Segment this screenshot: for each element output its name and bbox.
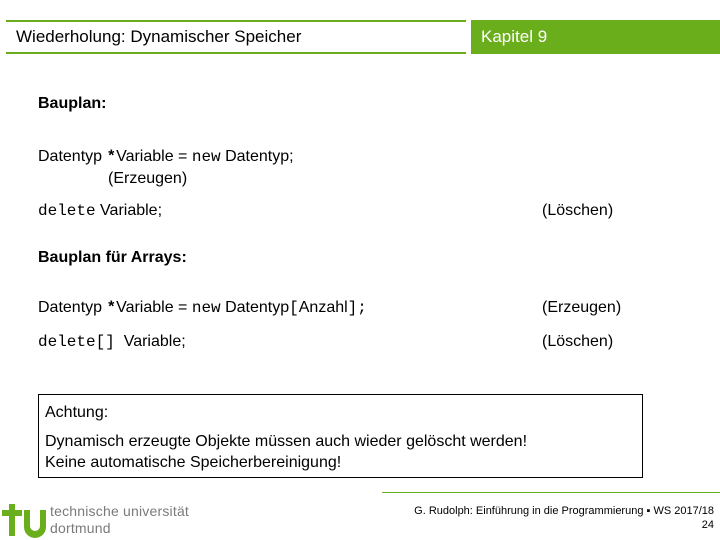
arrays-delete-line	[38, 333, 186, 351]
warning-box	[38, 394, 643, 478]
footer-divider	[382, 492, 720, 493]
university-name	[50, 503, 189, 537]
new-keyword: new	[191, 299, 221, 317]
count-text: Anzahl	[298, 299, 348, 316]
slide-title: Wiederholung: Dynamischer Speicher	[6, 20, 466, 54]
warning-line-2: Keine automatische Speicherbereinigung!	[45, 454, 342, 471]
university-line-1: technische universität	[50, 503, 190, 519]
variable-text: Variable =	[116, 148, 192, 165]
chapter-label: Kapitel 9	[471, 20, 720, 54]
bauplan-heading: Bauplan:	[38, 95, 107, 112]
arrays-create-line	[38, 299, 367, 317]
bauplan-create-note: (Erzeugen)	[108, 170, 188, 187]
delete-keyword: delete	[38, 202, 96, 220]
pointer-star: *	[106, 148, 117, 166]
semicolon: ;	[357, 299, 367, 317]
warning-title: Achtung:	[45, 404, 109, 421]
bauplan-delete-line	[38, 202, 162, 220]
bracket-open: [	[289, 299, 299, 317]
type-text: Datentyp	[38, 148, 107, 165]
variable-text: Variable =	[116, 299, 192, 316]
arrays-heading: Bauplan für Arrays:	[38, 249, 187, 266]
page-number: 24	[701, 519, 714, 531]
delete-array-keyword: delete[]	[38, 333, 115, 351]
type-text: Datentyp	[38, 299, 107, 316]
delete-variable: Variable;	[95, 202, 163, 219]
tu-logo-icon	[0, 498, 48, 540]
bauplan-delete-note: (Löschen)	[542, 202, 614, 219]
bauplan-create-line	[38, 148, 294, 166]
university-line-2: dortmund	[50, 520, 111, 536]
arrays-delete-note: (Löschen)	[542, 333, 614, 350]
footer-credit	[414, 504, 714, 532]
course-credit: G. Rudolph: Einführung in die Programmierung ▪ WS 2017/18	[414, 505, 714, 517]
bracket-close: ]	[347, 299, 358, 317]
type-text-2: Datentyp	[220, 299, 290, 316]
new-keyword: new	[191, 148, 221, 166]
arrays-create-note: (Erzeugen)	[542, 299, 622, 316]
delete-variable: Variable;	[114, 333, 186, 350]
pointer-star: *	[106, 299, 117, 317]
type-text-2: Datentyp;	[220, 148, 294, 165]
warning-line-1: Dynamisch erzeugte Objekte müssen auch wieder gelöscht werden!	[45, 433, 528, 450]
